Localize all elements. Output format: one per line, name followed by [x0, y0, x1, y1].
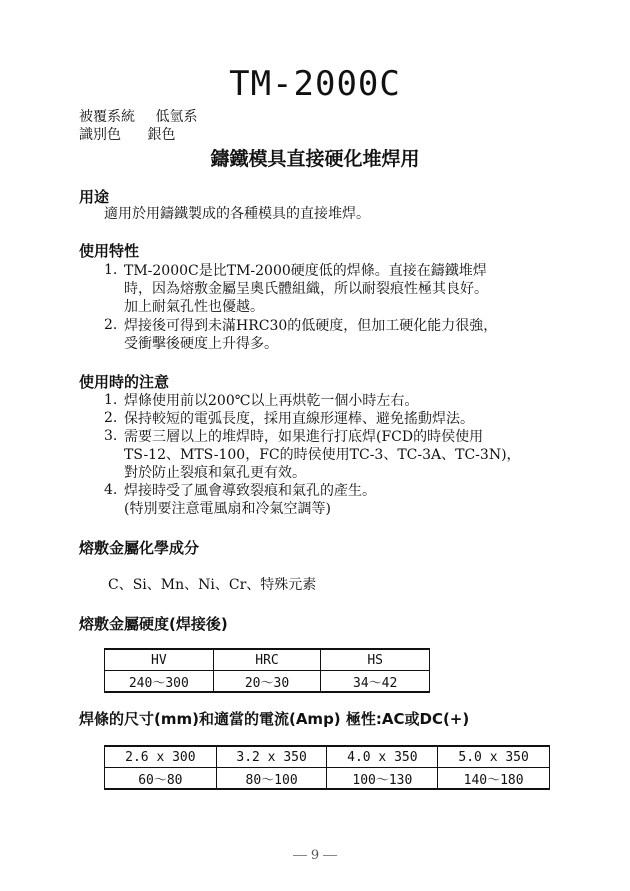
- feature-number: 2.: [104, 317, 118, 333]
- hardness-table: [104, 648, 430, 693]
- amp-cell: 100～130: [327, 768, 438, 790]
- note-line: 對於防止裂痕和氣孔更有效。: [124, 465, 306, 481]
- feature-line: 時，因為熔敷金屬呈奧氏體組織，所以耐裂痕性極其良好。: [124, 281, 488, 297]
- color-label: 識別色: [79, 127, 121, 143]
- hardness-header-cell: HRC: [213, 649, 321, 671]
- hardness-header-row: [105, 649, 430, 671]
- feature-line: 焊接後可得到未滿HRC30的低硬度，但加工硬化能力很強，: [124, 318, 498, 334]
- amp-row: [105, 768, 550, 790]
- size-cell: 5.0 x 350: [438, 746, 550, 768]
- hardness-heading: 熔敷金屬硬度(焊接後): [79, 615, 228, 633]
- size-cell: 3.2 x 350: [216, 746, 327, 768]
- note-number: 3.: [104, 428, 118, 444]
- hardness-value-row: [105, 671, 430, 693]
- amp-cell: 140～180: [438, 768, 550, 790]
- feature-line: 加上耐氣孔性也優越。: [124, 299, 264, 315]
- identification-color-line: [79, 124, 175, 144]
- features-heading: 使用特性: [79, 242, 140, 260]
- ornament-right: [323, 855, 337, 856]
- ornament-left: [293, 855, 307, 856]
- note-number: 1.: [104, 392, 118, 408]
- composition-heading: 熔敷金屬化學成分: [79, 539, 200, 557]
- hardness-header-cell: HV: [105, 649, 214, 671]
- note-line: 保持較短的電弧長度，採用直線形運棒、避免搖動焊法。: [124, 411, 474, 427]
- hardness-value-cell: 34～42: [321, 671, 430, 693]
- document-title: TM-2000C: [229, 64, 401, 104]
- current-table: [104, 745, 550, 790]
- page-number: [0, 848, 630, 863]
- hardness-value-cell: 20～30: [213, 671, 321, 693]
- note-number: 2.: [104, 410, 118, 426]
- note-number: 4.: [104, 482, 118, 498]
- document-subtitle: 鑄鐵模具直接硬化堆焊用: [210, 148, 420, 170]
- usage-heading: 用途: [79, 188, 110, 206]
- note-line: (特別要注意電風扇和冷氣空調等): [124, 501, 331, 517]
- hardness-value-cell: 240～300: [105, 671, 214, 693]
- note-line: TS-12、MTS-100，FC的時侯使用TC-3、TC-3A、TC-3N)，: [124, 447, 521, 463]
- note-line: 焊條使用前以200℃以上再烘乾一個小時左右。: [124, 393, 419, 409]
- size-cell: 2.6 x 300: [105, 746, 217, 768]
- current-heading: 焊條的尺寸(mm)和適當的電流(Amp) 極性:AC或DC(+): [79, 710, 470, 728]
- coating-label: 被覆系統: [79, 109, 135, 125]
- size-row: [105, 746, 550, 768]
- feature-line: 受衝擊後硬度上升得多。: [124, 336, 278, 352]
- feature-number: 1.: [104, 262, 118, 278]
- coating-value: 低氫系: [155, 109, 198, 125]
- coating-system-line: [79, 106, 197, 126]
- composition-text: C、Si、Mn、Ni、Cr、特殊元素: [108, 577, 317, 593]
- color-value: 銀色: [147, 127, 176, 143]
- note-line: 需要三層以上的堆焊時，如果進行打底焊(FCD的時侯使用: [124, 429, 484, 445]
- feature-line: TM-2000C是比TM-2000硬度低的焊條。直接在鑄鐵堆焊: [124, 263, 487, 279]
- amp-cell: 60～80: [105, 768, 217, 790]
- note-line: 焊接時受了風會導致裂痕和氣孔的產生。: [124, 483, 376, 499]
- notes-heading: 使用時的注意: [79, 373, 170, 391]
- hardness-header-cell: HS: [321, 649, 430, 671]
- usage-text: 適用於用鑄鐵製成的各種模具的直接堆焊。: [104, 206, 370, 222]
- page-number-text: 9: [310, 848, 320, 863]
- size-cell: 4.0 x 350: [327, 746, 438, 768]
- amp-cell: 80～100: [216, 768, 327, 790]
